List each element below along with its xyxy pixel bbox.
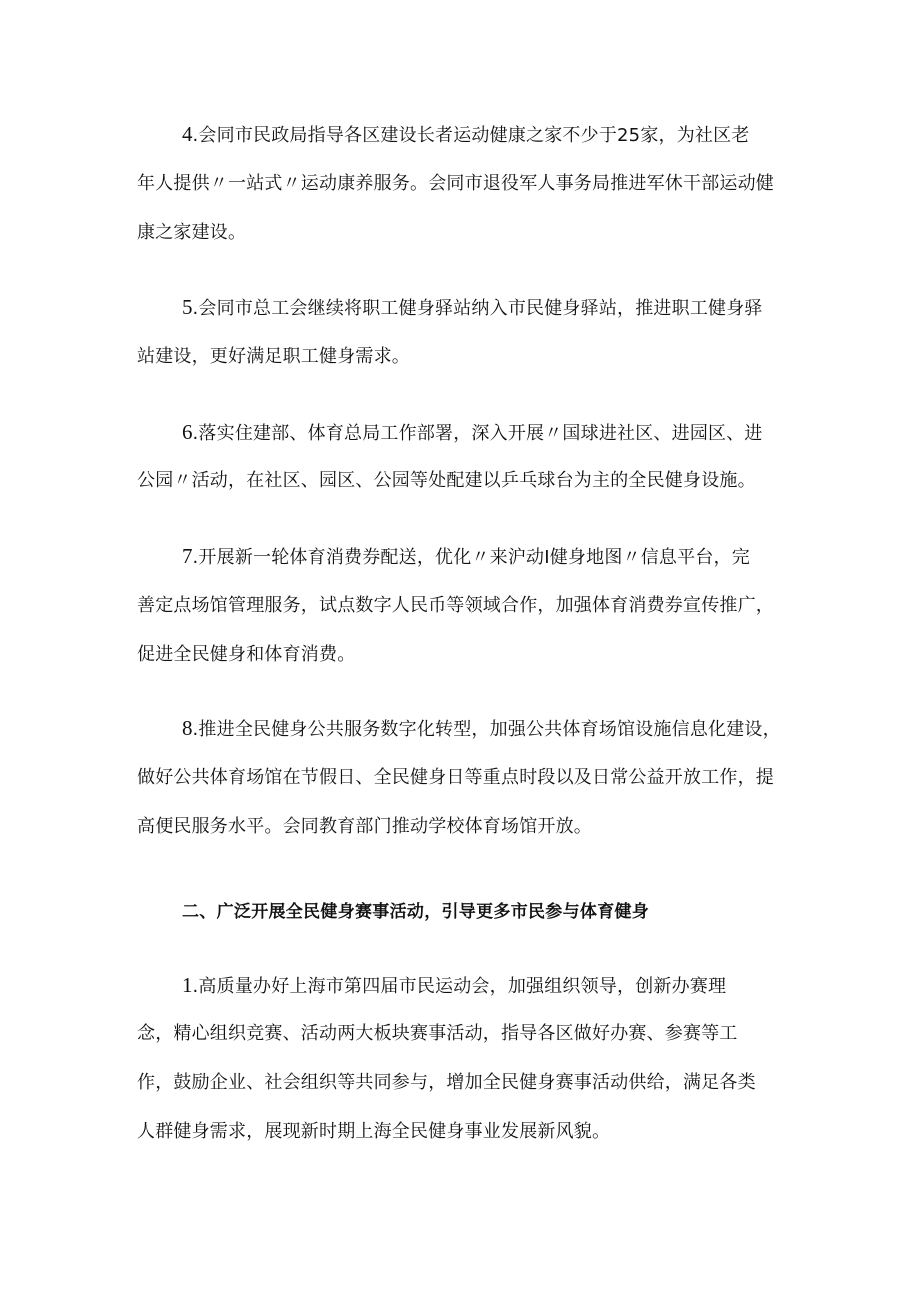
paragraph-text: .会同市总工会继续将职工健身驿站纳入市民健身驿站，推进职工健身驿 <box>192 298 763 319</box>
paragraph-7-line-1 <box>182 544 750 570</box>
paragraph-text: .落实住建部、体育总局工作部署，深入开展〃国球进社区、进园区、进 <box>192 423 763 444</box>
paragraph-7-line-2: 善定点场馆管理服务，试点数字人民币等领域合作，加强体育消费券宣传推广， <box>137 595 774 616</box>
paragraph-4-line-3: 康之家建设。 <box>137 222 247 243</box>
paragraph-number: 4 <box>182 122 193 146</box>
paragraph-4-line-2: 年人提供〃一站式〃运动康养服务。会同市退役军人事务局推进军休干部运动健 <box>137 173 774 194</box>
paragraph-8-line-2: 做好公共体育场馆在节假日、全民健身日等重点时段以及日常公益开放工作，提 <box>137 767 774 788</box>
paragraph-number: 1 <box>182 973 193 997</box>
paragraph-text: .会同市民政局指导各区建设长者运动健康之家不少于25家，为社区老 <box>192 125 750 146</box>
paragraph-6-line-1 <box>182 420 763 446</box>
paragraph-number: 7 <box>182 544 193 568</box>
paragraph-5-line-2: 站建设，更好满足职工健身需求。 <box>137 346 410 367</box>
section-paragraph-1-line-3: 作，鼓励企业、社会组织等共同参与，增加全民健身赛事活动供给，满足各类 <box>137 1072 756 1093</box>
paragraph-number: 6 <box>182 420 193 444</box>
paragraph-5-line-1 <box>182 295 763 321</box>
paragraph-6-line-2: 公园〃活动，在社区、园区、公园等处配建以乒乓球台为主的全民健身设施。 <box>137 470 756 491</box>
paragraph-number: 5 <box>182 295 193 319</box>
section-paragraph-1-line-4: 人群健身需求，展现新时期上海全民健身事业发展新风貌。 <box>137 1121 611 1142</box>
paragraph-4-line-1 <box>182 122 750 148</box>
paragraph-7-line-3: 促进全民健身和体育消费。 <box>137 644 356 665</box>
section-paragraph-1-line-2: 念，精心组织竞赛、活动两大板块赛事活动，指导各区做好办赛、参赛等工 <box>137 1023 738 1044</box>
paragraph-8-line-3: 高便民服务水平。会同教育部门推动学校体育场馆开放。 <box>137 816 592 837</box>
section-paragraph-1-line-1 <box>182 973 726 999</box>
section-heading: 二、广泛开展全民健身赛事活动，引导更多市民参与体育健身 <box>182 902 650 922</box>
paragraph-text: .推进全民健身公共服务数字化转型，加强公共体育场馆设施信息化建设， <box>192 719 781 740</box>
paragraph-number: 8 <box>182 716 193 740</box>
paragraph-text: .高质量办好上海市第四届市民运动会，加强组织领导，创新办赛理 <box>192 976 727 997</box>
paragraph-text: .开展新一轮体育消费券配送，优化〃来沪动I健身地图〃信息平台，完 <box>192 547 750 568</box>
paragraph-8-line-1 <box>182 716 781 742</box>
